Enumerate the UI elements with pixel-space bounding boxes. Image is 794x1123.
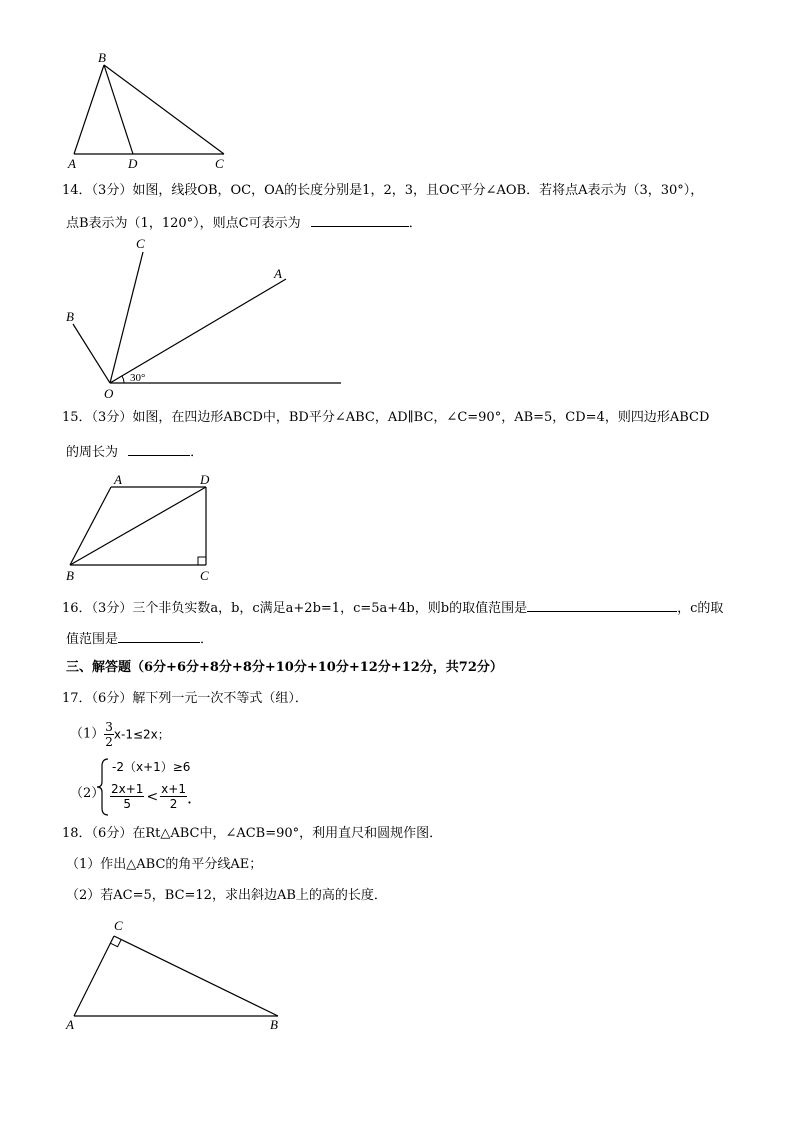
figure-q18-right-triangle [60, 916, 300, 1036]
label-c: C [200, 568, 209, 583]
label-c: C [136, 236, 145, 251]
q18-part2: （2）若AC=5，BC=12，求出斜边AB上的高的长度． [66, 888, 387, 903]
q16-line1: 16．（3分）三个非负实数a，b，c满足a+2b=1，c=5a+4b，则b的取值范围是 ，c的取 [62, 597, 723, 618]
q18-part1: （1）作出△ABC的角平分线AE； [66, 857, 263, 872]
fraction-3-2: $\frac{3}{2}$ [105, 720, 113, 749]
label-b: B [270, 1017, 278, 1032]
q15-answer-blank[interactable] [128, 441, 190, 456]
label-c: C [215, 156, 224, 171]
q17-part2: （2） -2（x+1）≥6 $\frac{2x+1}{5}$ < $\frac{x+1}{2}$ ． [70, 756, 270, 818]
q14-answer-blank[interactable] [311, 212, 409, 227]
q17-part1: （1） $\frac{3}{2}$ x-1≤2x； [70, 720, 170, 749]
label-b: B [66, 568, 74, 583]
q16-c-range-blank[interactable] [118, 628, 200, 643]
label-o: O [104, 386, 114, 401]
figure-q13-triangle [60, 48, 250, 173]
q16-b-range-blank[interactable] [527, 597, 677, 612]
label-c: C [114, 918, 123, 933]
q14-line1: 14．（3分）如图，线段OB，OC，OA的长度分别是1，2，3，且OC平分∠AOB．若将点A表示为（3，30°）， [62, 183, 704, 198]
label-b: B [66, 309, 74, 324]
fraction-x1-2: $\frac{x+1}{2}$ [161, 782, 186, 811]
q17-part2-ineq1: -2（x+1）≥6 [112, 760, 191, 774]
label-a: A [68, 156, 76, 171]
fraction-2x1-5: $\frac{2x+1}{5}$ [111, 782, 144, 811]
q14-line2: 点B表示为（1，120°），则点C可表示为 ． [66, 212, 422, 233]
label-d: D [128, 156, 138, 171]
q17-title: 17．（6分）解下列一元一次不等式（组）． [62, 691, 308, 706]
q18-title: 18．（6分）在Rt△ABC中，∠ACB=90°，利用直尺和圆规作图． [62, 826, 443, 841]
q15-line1: 15．（3分）如图，在四边形ABCD中，BD平分∠ABC，AD∥BC，∠C=90°，AB=5，CD=4，则四边形ABCD [62, 410, 710, 425]
label-a: A [274, 266, 282, 281]
label-a: A [114, 472, 122, 487]
q16-line2: 值范围是 ． [66, 628, 213, 649]
figure-q14-rays [60, 236, 350, 401]
label-a: A [66, 1017, 74, 1032]
label-angle-30: 30° [130, 372, 146, 384]
brace-system [96, 758, 110, 816]
figure-q15-quadrilateral [60, 470, 230, 585]
label-b: B [98, 50, 106, 65]
label-d: D [200, 472, 210, 487]
section-3-heading: 三、解答题（6分+6分+8分+8分+10分+10分+12分+12分，共72分） [66, 660, 503, 675]
q15-line2: 的周长为 ． [66, 441, 203, 462]
